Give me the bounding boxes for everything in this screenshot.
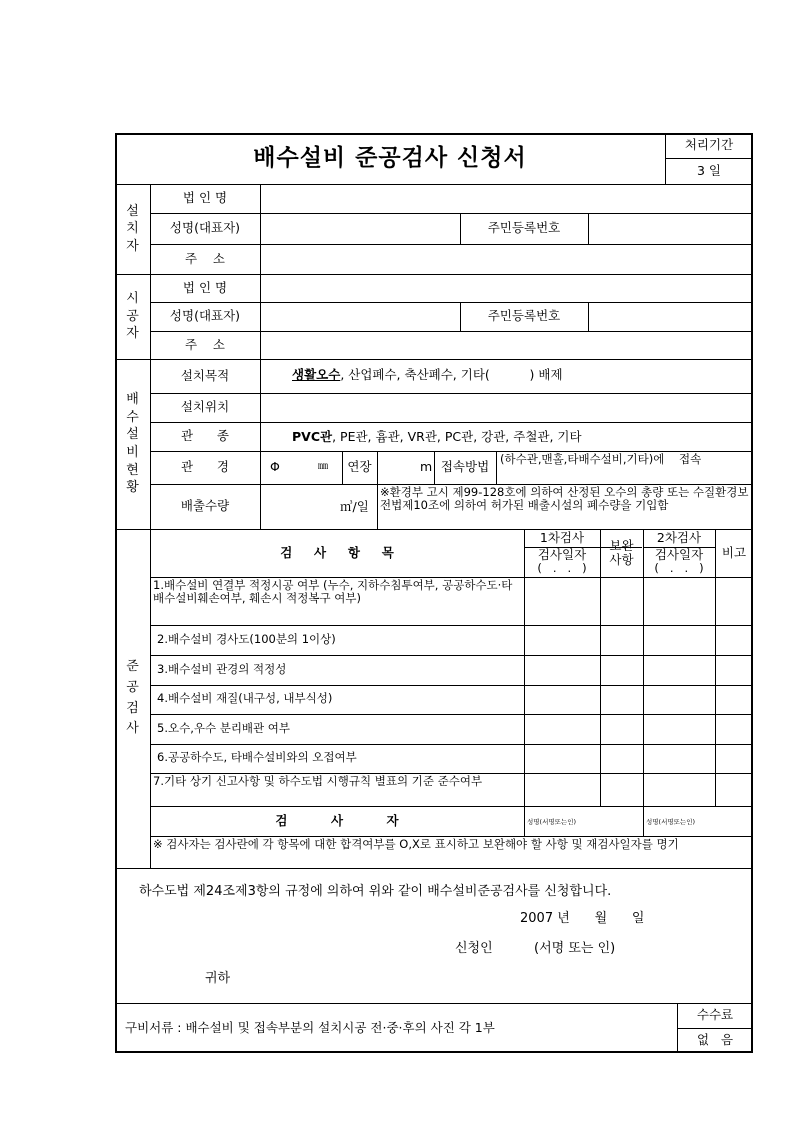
divider	[150, 744, 753, 745]
installer-reg-no-field[interactable]	[589, 214, 752, 244]
application-date: 2007 년 월 일	[520, 911, 645, 926]
form-title: 배수설비 준공검사 신청서	[253, 144, 527, 172]
application-statement: 하수도법 제24조제3항의 규정에 의하여 위와 같이 배수설비준공검사를 신청합니다.	[139, 884, 612, 899]
applicant-signature: 신청인 (서명 또는 인)	[455, 941, 616, 956]
extension-label: 연장	[347, 459, 372, 475]
processing-period-label: 처리기간	[684, 137, 734, 153]
inspection-item-5: 5.오수,우수 분리배관 여부	[157, 721, 291, 735]
divider	[150, 714, 753, 715]
first-inspection-date-blank: ( . . )	[537, 561, 587, 576]
installer-address-field[interactable]	[261, 245, 752, 274]
discharge-label: 배출수량	[180, 498, 230, 514]
supplement-header: 보완 사항	[609, 537, 634, 567]
divider	[643, 806, 644, 836]
inspection-item-6: 6.공공하수도, 타배수설비와의 오접여부	[157, 750, 357, 764]
purpose-selected: 생활오수	[292, 367, 341, 382]
application-form	[115, 133, 753, 1053]
contractor-corp-name-field[interactable]	[261, 275, 752, 302]
required-documents: 구비서류 : 배수설비 및 접속부분의 설치시공 전·중·후의 사진 각 1부	[125, 1020, 495, 1035]
inspector-sign-1: 성명(서명또는인)	[527, 818, 577, 826]
second-inspection-date-blank: ( . . )	[654, 561, 704, 576]
location-field[interactable]	[261, 394, 752, 422]
divider	[496, 451, 497, 484]
divider	[115, 868, 753, 869]
discharge-note: ※환경부 고시 제99-128호에 의하여 산정된 오수의 총량 또는 수질환경보전법제10조에 의하여 허가된 배출시설의 폐수량을 기입함	[380, 485, 749, 513]
extension-unit: m	[420, 459, 433, 474]
inspection-item-7: 7.기타 상기 신고사항 및 하수도법 시행규칙 별표의 기준 준수여부	[153, 774, 483, 788]
contractor-address-field[interactable]	[261, 332, 752, 359]
divider	[524, 806, 525, 836]
divider	[377, 484, 378, 529]
divider	[115, 1003, 753, 1004]
installer-address-label: 주 소	[184, 250, 226, 266]
contractor-reg-no-field[interactable]	[589, 303, 752, 331]
pipe-type-other-options: , PE관, 흄관, VR관, PC관, 강관, 주철관, 기타	[332, 429, 582, 444]
purpose-label: 설치목적	[180, 367, 230, 383]
installer-rep-name-label: 성명(대표자)	[169, 220, 241, 236]
processing-period-value: 3 일	[696, 162, 721, 178]
pipe-type-selected: PVC관	[292, 429, 333, 444]
inspector-label: 검 사 자	[275, 812, 399, 828]
inspection-item-1: 1.배수설비 연결부 적정시공 여부 (누수, 지하수침투여부, 공공하수도·타배수설비훼손여부, 훼손시 적정복구 여부)	[153, 578, 513, 606]
fee-value: 없 음	[696, 1032, 734, 1048]
divider	[150, 655, 753, 656]
installer-section-label: 설 치 자	[126, 203, 139, 254]
inspection-item-4: 4.배수설비 재질(내구성, 내부식성)	[157, 691, 333, 705]
second-inspection-date-label: 검사일자	[654, 546, 704, 562]
discharge-unit: ㎥/일	[340, 499, 369, 514]
divider	[150, 625, 753, 626]
contractor-address-label: 주 소	[184, 336, 226, 352]
contractor-section-label: 시 공 자	[126, 291, 139, 342]
installer-corp-name-field[interactable]	[261, 185, 752, 213]
fee-label: 수수료	[696, 1007, 734, 1023]
diameter-unit: ㎜	[318, 461, 328, 472]
installer-corp-name-label: 법 인 명	[182, 190, 228, 206]
installer-rep-name-field[interactable]	[261, 214, 460, 244]
contractor-reg-no-label: 주민등록번호	[487, 308, 561, 324]
connection-label: 접속방법	[440, 459, 490, 475]
inspection-note: ※ 검사자는 검사란에 각 항목에 대한 합격여부를 O,X로 표시하고 보완해야 할 사항 및 재검사일자를 명기	[153, 837, 679, 851]
divider	[150, 685, 753, 686]
status-section-label: 배 수 설 비 현 황	[126, 392, 139, 496]
inspection-item-2: 2.배수설비 경사도(100분의 1이상)	[157, 632, 336, 646]
pipe-type-label: 관 종	[181, 428, 229, 444]
purpose-options	[292, 368, 563, 382]
remark-header: 비고	[721, 544, 747, 560]
second-inspection-header: 2차검사	[656, 529, 702, 545]
installer-reg-no-label: 주민등록번호	[487, 220, 561, 236]
connection-value: (하수관,맨홀,타배수설비,기타)에 접속	[500, 452, 702, 466]
diameter-label: 관 경	[181, 459, 229, 475]
inspection-section-label: 준 공 검 사	[126, 658, 139, 737]
diameter-symbol: Φ	[270, 459, 280, 474]
divider	[377, 451, 378, 484]
contractor-rep-name-label: 성명(대표자)	[169, 308, 241, 324]
contractor-corp-name-label: 법 인 명	[182, 279, 228, 295]
purpose-other-options: , 산업폐수, 축산폐수, 기타( ) 배제	[340, 367, 563, 382]
inspector-sign-2: 성명(서명또는인)	[646, 818, 696, 826]
recipient: 귀하	[205, 971, 231, 986]
pipe-type-options	[292, 430, 582, 444]
inspection-item-header: 검 사 항 목	[280, 544, 394, 560]
contractor-rep-name-field[interactable]	[261, 303, 460, 331]
first-inspection-date-label: 검사일자	[537, 546, 587, 562]
location-label: 설치위치	[180, 399, 230, 415]
inspection-item-3: 3.배수설비 관경의 적정성	[157, 662, 287, 676]
first-inspection-header: 1차검사	[539, 529, 585, 545]
